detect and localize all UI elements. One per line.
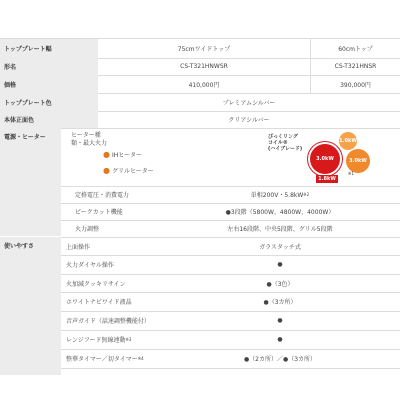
width-60cm: 60cmトップ bbox=[338, 46, 373, 53]
row-label: 本体正面色 bbox=[0, 111, 98, 128]
burner-note: ※1 bbox=[348, 171, 354, 176]
center-kw: 3.0kW bbox=[316, 156, 334, 162]
usability-item-label bbox=[66, 292, 132, 311]
right-burner bbox=[346, 149, 370, 173]
usability-item-note: ※3 bbox=[125, 337, 132, 342]
usability-item-label-text: 上面操作 bbox=[66, 243, 91, 251]
usability-item-label-text: レンジフード無線連動 bbox=[66, 337, 126, 344]
row-label: トッププレート幅 bbox=[0, 39, 98, 58]
power-section-bg bbox=[0, 128, 61, 236]
usability-item-label bbox=[66, 274, 125, 292]
usability-row bbox=[61, 255, 400, 275]
usability-item-label bbox=[66, 237, 90, 255]
usability-item-value: ガラスタッチ式 bbox=[259, 243, 301, 251]
usability-section-bg bbox=[0, 237, 61, 375]
ih-heater-label: IHヒーター bbox=[111, 152, 143, 159]
model-75cm: CS-T321HNWSR bbox=[98, 57, 311, 75]
rated-value bbox=[160, 186, 400, 203]
rated-label: 定格電圧・消費電力 bbox=[75, 192, 130, 199]
usability-item-label-text: ホワイトナビワイド液晶 bbox=[66, 299, 132, 306]
center-big-burner bbox=[310, 144, 340, 174]
usability-item-value: ●（2カ所）／●（3カ所） bbox=[243, 356, 317, 363]
usability-item-value: ● bbox=[277, 317, 283, 324]
usability-section-label: 使いやすさ bbox=[4, 243, 35, 250]
top-small-burner bbox=[339, 132, 357, 150]
row-peak-cut bbox=[61, 203, 400, 221]
heat-value: 左右16段階、中央5段階、グリル5段階 bbox=[227, 226, 333, 233]
usability-item-note: ※4 bbox=[137, 356, 144, 361]
grill-kw: 1.8kW bbox=[318, 176, 336, 182]
usability-item-label-text: 音声ガイド（話速調整機能付） bbox=[66, 318, 150, 325]
rated-sup: ※2 bbox=[303, 192, 310, 197]
usability-item-label bbox=[66, 349, 144, 368]
row-label: 形名 bbox=[0, 57, 98, 75]
price-60cm: 390,000円 bbox=[340, 81, 371, 89]
usability-item-label bbox=[66, 330, 131, 349]
peak-value: ●3段階（5800W、4800W、4000W） bbox=[225, 209, 335, 216]
usability-row bbox=[61, 292, 400, 312]
row-rated-voltage bbox=[61, 186, 400, 204]
row-label: トッププレート色 bbox=[0, 93, 98, 111]
grill-burner bbox=[316, 175, 338, 183]
usability-item-label-text: 火力ダイヤル操作 bbox=[66, 262, 114, 269]
orange-dot-icon: ● bbox=[103, 166, 110, 175]
row-price bbox=[0, 75, 400, 94]
right-kw: 3.0kW bbox=[349, 158, 367, 164]
row-top-plate-width bbox=[0, 38, 400, 59]
heater-type-block bbox=[61, 128, 400, 187]
power-section-label: 電源・ヒーター bbox=[4, 134, 46, 141]
usability-item-label bbox=[66, 311, 150, 330]
grill-heater-item bbox=[103, 166, 154, 175]
orange-dot-icon: ● bbox=[103, 150, 110, 159]
grill-heater-label: グリルヒーター bbox=[111, 168, 154, 175]
row-label: 価格 bbox=[0, 75, 98, 93]
width-75cm: 75cmワイドトップ bbox=[98, 39, 311, 58]
usability-item-label-text: 整華タイマー／切タイマー bbox=[66, 356, 138, 363]
row-top-plate-color bbox=[0, 93, 400, 112]
bikkuri-ring-label: びっくリング コイル® (ハイブレード) bbox=[268, 134, 303, 152]
usability-item-value: ●（3カ所） bbox=[263, 299, 297, 306]
top-plate-color-value: プレミアムシルバー bbox=[222, 99, 276, 107]
heater-type-label: ヒーター種類・最大火力 bbox=[71, 132, 108, 147]
usability-row bbox=[61, 237, 400, 256]
row-body-front-color bbox=[0, 111, 400, 129]
burner-diagram bbox=[266, 129, 386, 185]
row-model bbox=[0, 57, 400, 76]
usability-row bbox=[61, 349, 400, 369]
model-60cm: CS-T321HNSR bbox=[334, 62, 377, 70]
ih-heater-item bbox=[103, 150, 142, 159]
rated-value-text: 単相200V・5.8kW bbox=[250, 192, 304, 199]
row-heat-adjust bbox=[61, 220, 400, 238]
usability-item-label-text: 火加減クッキリサイン bbox=[66, 280, 126, 288]
top-small-kw: 1.0kW bbox=[339, 138, 357, 144]
price-75cm: 410,000円 bbox=[98, 75, 311, 93]
usability-item-value: ●（3色） bbox=[266, 280, 294, 288]
heat-label: 火力調整 bbox=[75, 226, 100, 233]
usability-item-value: ● bbox=[277, 261, 283, 268]
usability-row bbox=[61, 311, 400, 331]
body-front-color-value: クリアシルバー bbox=[228, 117, 270, 124]
usability-item-label bbox=[66, 255, 114, 274]
usability-row bbox=[61, 330, 400, 350]
peak-label: ピークカット機能 bbox=[75, 209, 123, 216]
usability-row bbox=[61, 274, 400, 293]
usability-item-value: ● bbox=[277, 336, 283, 343]
